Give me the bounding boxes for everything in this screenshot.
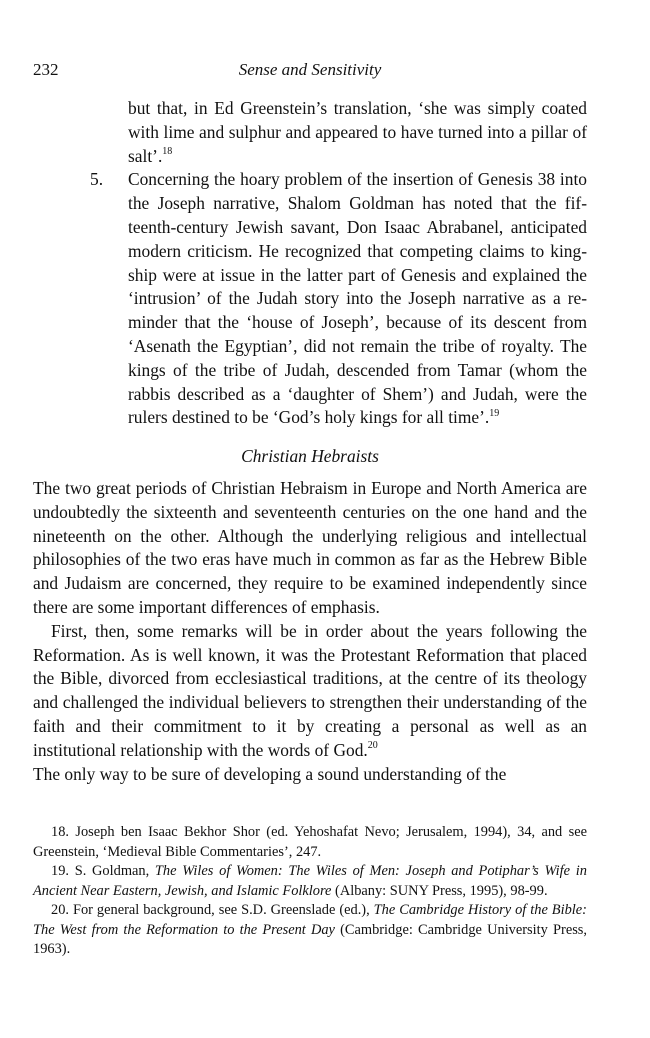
paragraph-3: The only way to be sure of developing a sound understanding of the — [33, 763, 507, 784]
paragraph-1: The two great periods of Christian Hebraism in Europe and North America are undoubtedly the sixteenth and seventeenth centuries on the one hand and the nineteenth on the other. Although the underlying religious and intellectual philosophies of the two eras have much in common as far as the Hebrew Bible and Judaism are concerned, they require to be examined independently since there are some important differences of emphasis. — [33, 478, 587, 617]
main-text — [33, 477, 587, 786]
footnote-20: 20. For general background, see S.D. Greenslade (ed.), The Cambridge History of the Bible: The West from the Reformation to the Present Day (Cambridge: Cambridge University Press, 1963). — [33, 902, 587, 957]
footnote-18: 18. Joseph ben Isaac Bekhor Shor (ed. Yehoshafat Nevo; Jerusalem, 1994), 34, and see Greenstein, ‘Medieval Bible Commentaries’, 247. — [33, 824, 587, 860]
page-number: 232 — [33, 60, 59, 79]
footnotes — [33, 823, 587, 960]
running-title: Sense and Sensitivity — [238, 60, 382, 79]
paragraph-2: First, then, some remarks will be in order about the years following the Reformation. As is well known, it was the Protestant Reformation that placed the Bible, divorced from ecclesiastical traditions, at the centre of its theology and challenged the individual believers to strengthen their understanding of the faith and their commitment to it by creating a personal as well as an institutional relationship with the words of God.$^{20}$ — [33, 620, 587, 760]
page-header — [33, 58, 587, 82]
note-ref-20: 20 — [367, 739, 378, 751]
note-ref-19: 19 — [489, 407, 500, 419]
note-ref-18: 18 — [162, 145, 173, 157]
list-continuation — [90, 97, 587, 430]
section-heading: Christian Hebraists — [241, 446, 379, 466]
footnote-19: 19. S. Goldman, The Wiles of Women: The Wiles of Men: Joseph and Potiphar’s Wife in Ancient Near Eastern, Jewish, and Islamic Folklore (Albany: SUNY Press, 1995), 98-99. — [33, 863, 587, 899]
list-item-5 — [90, 168, 587, 430]
item-5-text: Concerning the hoary problem of the insertion of Genesis 38 into the Joseph narrative, Shalom Goldman has noted that the fifteenth-century Jewish savant, Don Isaac Abrabanel, anticipated modern criticism. He recognized that competing claims to kingship were at issue in the latter part of Genesis and explained the ‘intrusion’ of the Judah story into the Joseph narrative as a reminder that the ‘house of Joseph’, because of its descent from ‘Asenath the Egyptian’, did not remain the tribe of royalty. The kings of the tribe of Judah, descended from Tamar (whom the rabbis described as a ‘daughter of Shem’) and Judah, were the rulers destined to be ‘God’s holy kings for all time’. — [128, 169, 587, 428]
continued-item-text: but that, in Ed Greenstein’s translation, ‘she was simply coated with lime and sulphur and appeared to have turned into a pillar of salt’.$^{18}$ — [128, 98, 587, 166]
item-number: 5. — [90, 169, 104, 190]
